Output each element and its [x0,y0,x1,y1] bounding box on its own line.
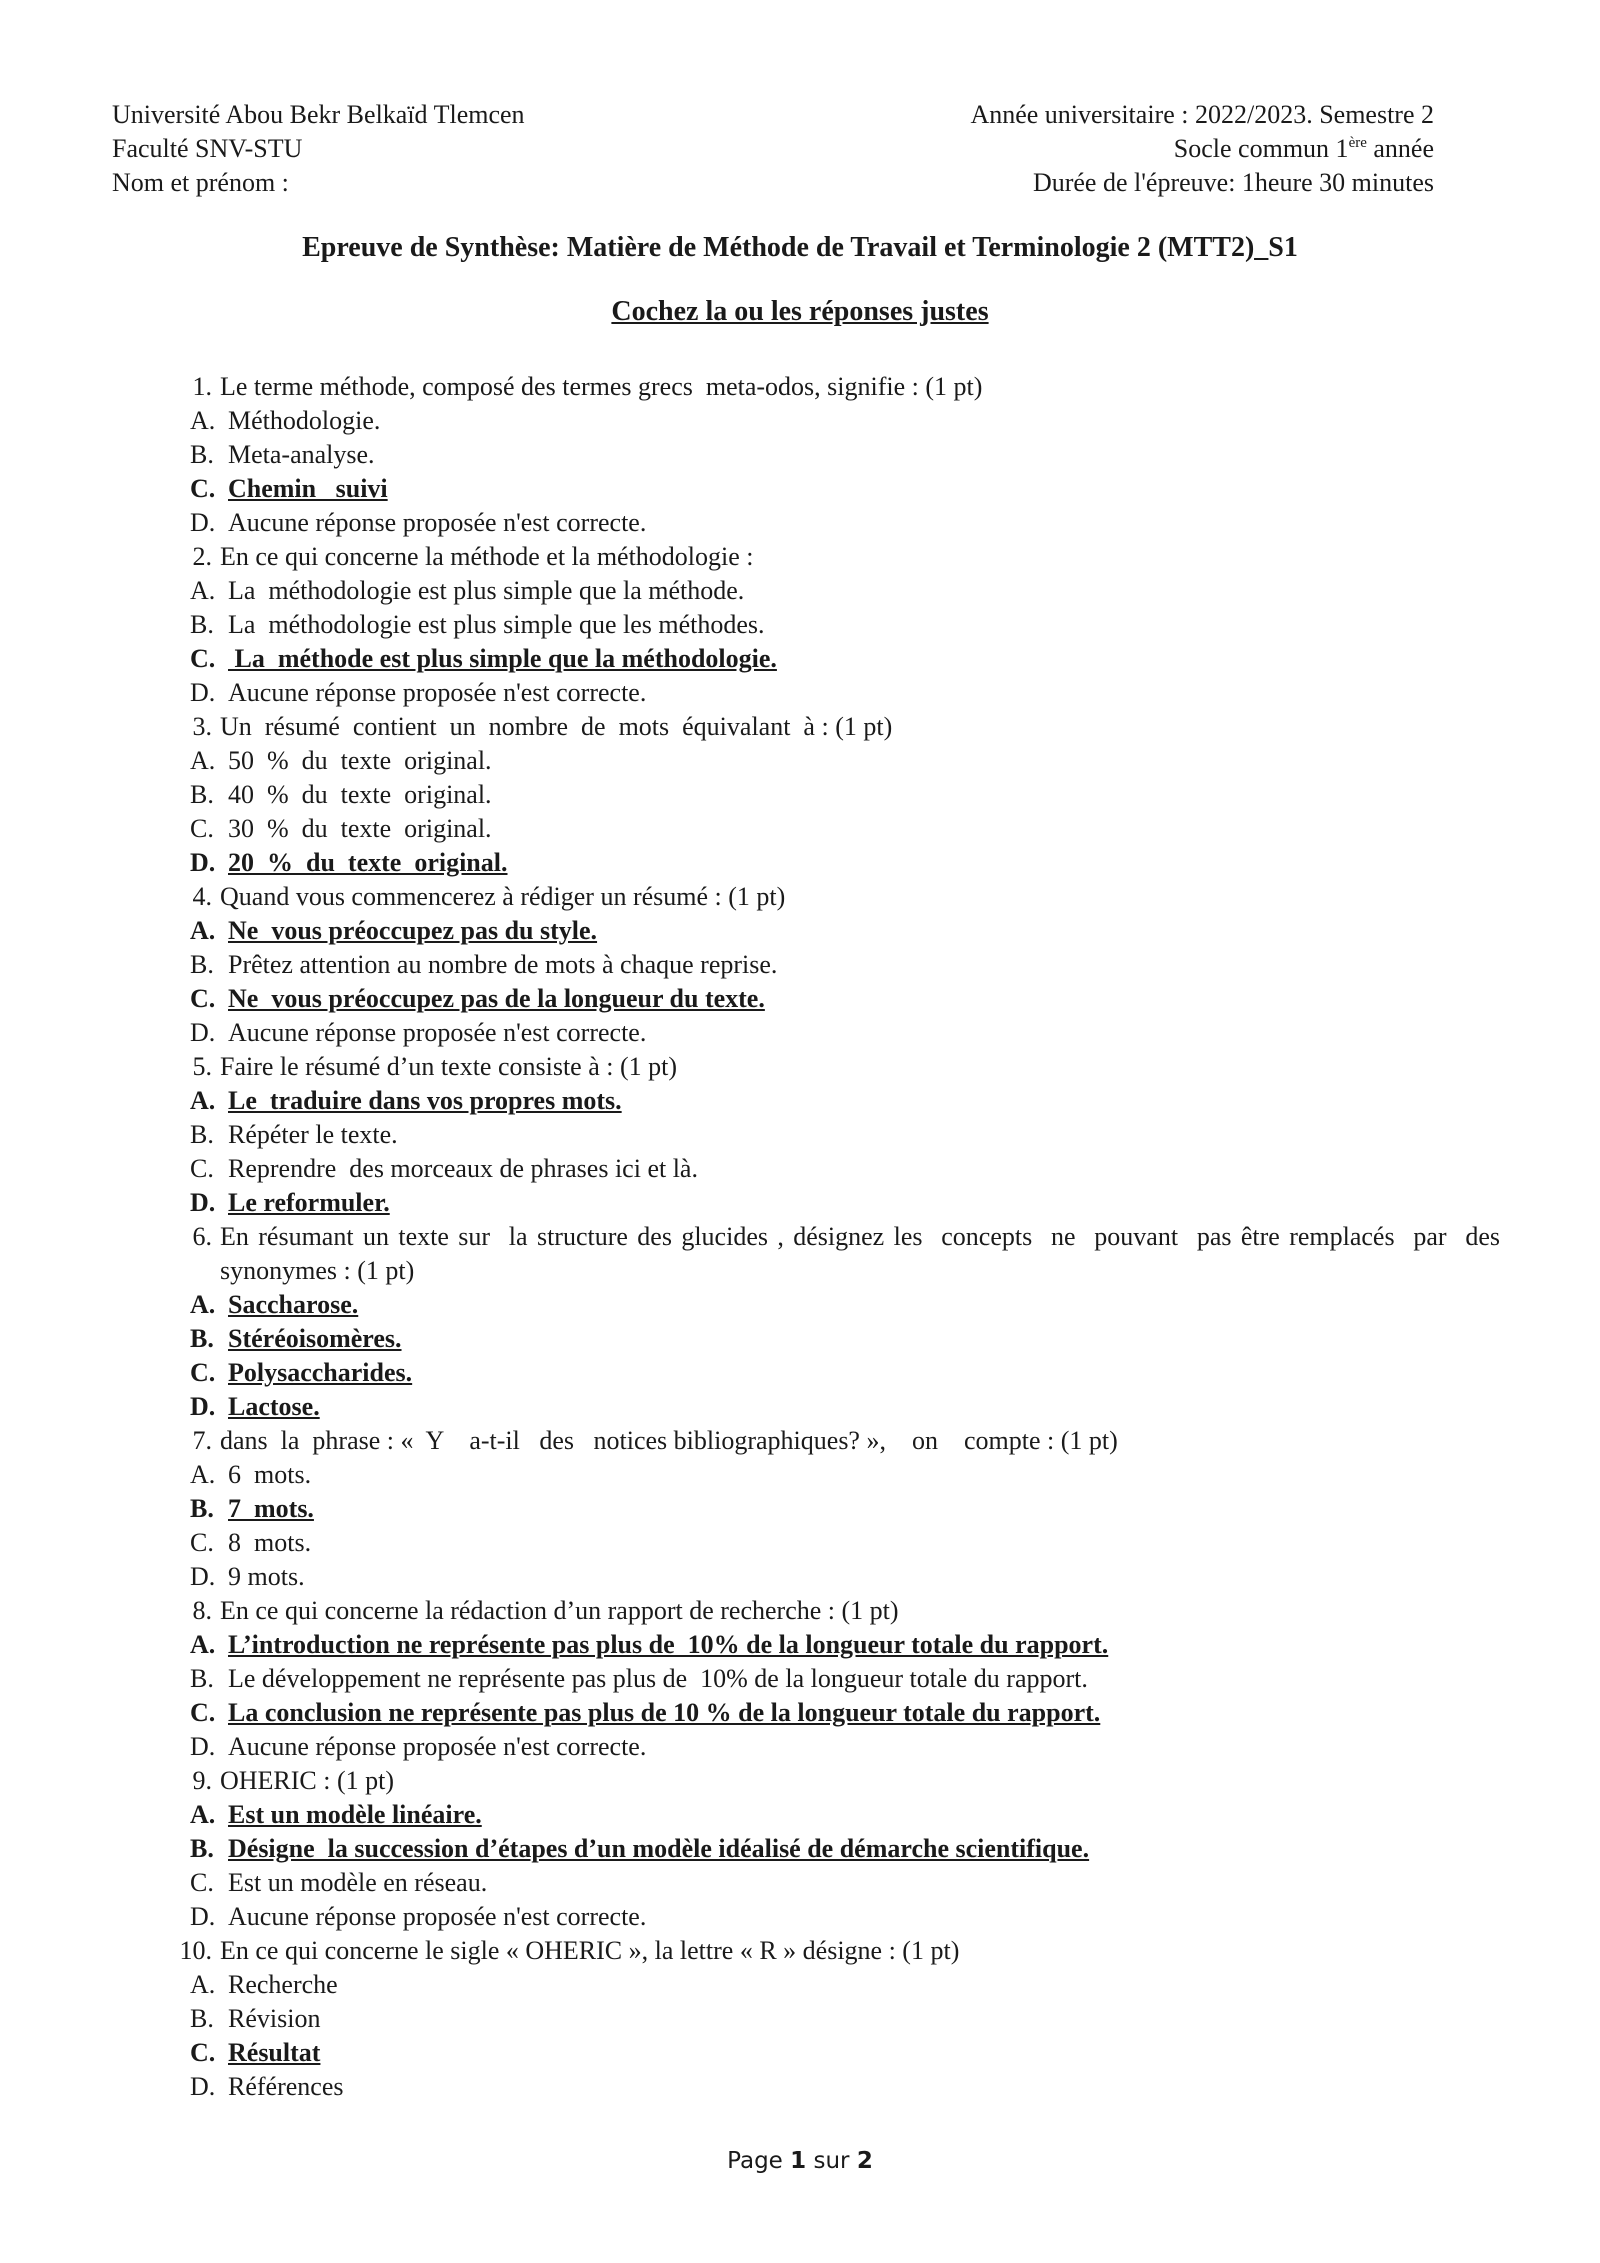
answer-option-d[interactable] [160,846,1500,880]
question-number: 8. [192,1596,212,1625]
option-text: 30 % du texte original. [228,814,492,843]
option-text-correct: L’introduction ne représente pas plus de 10% de la longueur totale du rapport. [228,1630,1109,1659]
answer-option-a[interactable] [160,1458,1500,1492]
question-stem [160,1424,1500,1458]
option-letter: A. [190,1800,216,1829]
option-text-correct: Polysaccharides. [228,1358,413,1387]
question-number: 10. [179,1936,212,1965]
option-letter: C. [190,984,216,1013]
question-4 [160,880,1500,1050]
option-text: 8 mots. [228,1528,312,1557]
question-text: En résumant un texte sur la structure des glucides , désignez les concepts ne pouvant pas être remplacés par des synonymes : (1 pt) [220,1222,1507,1285]
option-text-correct: La méthode est plus simple que la méthodologie. [228,644,777,673]
option-letter: B. [190,1120,214,1149]
answer-option-c[interactable] [160,2036,1500,2070]
option-letter: D. [190,1732,216,1761]
option-letter: B. [190,1834,214,1863]
answer-option-a[interactable] [160,404,1500,438]
answer-option-c[interactable] [160,1526,1500,1560]
option-letter: C. [190,1154,214,1183]
question-number: 9. [192,1766,212,1795]
option-text-correct: Saccharose. [228,1290,359,1319]
question-number: 6. [192,1222,212,1251]
option-letter: B. [190,610,214,639]
option-letter: A. [190,1630,216,1659]
option-letter: A. [190,1290,216,1319]
answer-option-d[interactable] [160,1730,1500,1764]
option-text: Aucune réponse proposée n'est correcte. [228,1732,647,1761]
question-list [160,370,1507,2104]
option-letter: B. [190,1494,214,1523]
question-text: Quand vous commencerez à rédiger un résumé : (1 pt) [220,882,786,911]
question-9 [160,1764,1500,1934]
option-letter: A. [190,1460,216,1489]
answer-option-c[interactable] [160,1696,1500,1730]
option-text-correct: Le reformuler. [228,1188,390,1217]
option-text: Reprendre des morceaux de phrases ici et là. [228,1154,698,1183]
option-letter: B. [190,2004,214,2033]
option-letter: C. [190,474,216,503]
question-7 [160,1424,1500,1594]
option-text-correct: Ne vous préoccupez pas de la longueur du texte. [228,984,765,1013]
answer-option-d[interactable] [160,1390,1500,1424]
answer-option-b[interactable] [160,1118,1500,1152]
option-letter: A. [190,916,216,945]
answer-option-c[interactable] [160,472,1500,506]
answer-option-a[interactable] [160,574,1500,608]
option-letter: B. [190,1324,214,1353]
option-letter: A. [190,1970,216,1999]
option-text-correct: La conclusion ne représente pas plus de 10 % de la longueur totale du rapport. [228,1698,1101,1727]
option-text: Recherche [228,1970,338,1999]
answer-option-a[interactable] [160,914,1500,948]
option-letter: B. [190,1664,214,1693]
option-letter: A. [190,746,216,775]
answer-option-a[interactable] [160,744,1500,778]
option-letter: B. [190,950,214,979]
option-text-correct: 20 % du texte original. [228,848,508,877]
header-right [970,98,1434,200]
answer-option-b[interactable] [160,1322,1500,1356]
option-letter: C. [190,644,216,673]
answer-option-c[interactable] [160,1356,1500,1390]
option-letter: D. [190,1392,216,1421]
option-letter: A. [190,576,216,605]
answer-option-c[interactable] [160,982,1500,1016]
option-text: Aucune réponse proposée n'est correcte. [228,678,647,707]
page-footer: Page 1 sur 2 [727,2148,873,2174]
question-1 [160,370,1500,540]
option-letter: C. [190,1358,216,1387]
question-5 [160,1050,1500,1220]
question-stem [160,1594,1500,1628]
question-stem [160,710,1500,744]
option-text: Est un modèle en réseau. [228,1868,488,1897]
option-text: Aucune réponse proposée n'est correcte. [228,1018,647,1047]
question-text: dans la phrase : « Y a-t-il des notices bibliographiques? », on compte : (1 pt) [220,1426,1118,1455]
answer-option-d[interactable] [160,1900,1500,1934]
question-2 [160,540,1500,710]
question-number: 5. [192,1052,212,1081]
answer-option-a[interactable] [160,1798,1500,1832]
answer-option-b[interactable] [160,438,1500,472]
question-10 [160,1934,1500,2104]
option-letter: B. [190,780,214,809]
answer-option-c[interactable] [160,1152,1500,1186]
option-text-correct: Résultat [228,2038,321,2067]
option-text-correct: Stéréoisomères. [228,1324,402,1353]
option-letter: C. [190,814,214,843]
question-text: Faire le résumé d’un texte consiste à : (1 pt) [220,1052,678,1081]
exam-title: Epreuve de Synthèse: Matière de Méthode de Travail et Terminologie 2 (MTT2)_S1 [302,232,1298,263]
answer-option-a[interactable] [160,1968,1500,2002]
question-stem [160,370,1500,404]
option-text: Le développement ne représente pas plus de 10% de la longueur totale du rapport. [228,1664,1088,1693]
option-letter: D. [190,678,216,707]
answer-option-b[interactable] [160,1662,1500,1696]
question-3 [160,710,1500,880]
answer-option-a[interactable] [160,1628,1500,1662]
option-letter: C. [190,2038,216,2067]
option-letter: D. [190,1018,216,1047]
option-letter: D. [190,1902,216,1931]
option-letter: A. [190,406,216,435]
answer-option-b[interactable] [160,1492,1500,1526]
option-text: Méthodologie. [228,406,381,435]
faculty-name: Faculté SNV-STU [112,134,303,163]
option-text-correct: Ne vous préoccupez pas du style. [228,916,598,945]
option-text: 50 % du texte original. [228,746,492,775]
answer-option-d[interactable] [160,1560,1500,1594]
option-letter: A. [190,1086,216,1115]
answer-option-d[interactable] [160,2070,1500,2104]
answer-option-c[interactable] [160,1866,1500,1900]
option-text: 40 % du texte original. [228,780,492,809]
option-letter: D. [190,1188,216,1217]
question-number: 4. [192,882,212,911]
option-text-correct: Le traduire dans vos propres mots. [228,1086,622,1115]
option-text: La méthodologie est plus simple que les méthodes. [228,610,765,639]
option-text: Meta-analyse. [228,440,375,469]
exam-duration: Durée de l'épreuve: 1heure 30 minutes [1032,168,1434,197]
question-stem [160,1764,1500,1798]
option-text: Aucune réponse proposée n'est correcte. [228,1902,647,1931]
answer-option-c[interactable] [160,642,1500,676]
question-number: 2. [192,542,212,571]
option-text: Aucune réponse proposée n'est correcte. [228,508,647,537]
option-text: 6 mots. [228,1460,312,1489]
question-number: 1. [192,372,212,401]
question-stem [160,1050,1500,1084]
question-stem [160,1220,1507,1288]
answer-option-d[interactable] [160,676,1500,710]
option-letter: C. [190,1698,216,1727]
question-6 [160,1220,1507,1424]
answer-option-b[interactable] [160,1832,1500,1866]
option-letter: D. [190,2072,216,2101]
exam-instruction: Cochez la ou les réponses justes [611,296,989,327]
question-text: En ce qui concerne la méthode et la méthodologie : [220,542,754,571]
option-text: La méthodologie est plus simple que la méthode. [228,576,745,605]
question-text: Le terme méthode, composé des termes grecs meta-odos, signifie : (1 pt) [220,372,983,401]
common-core: Socle commun 1ère année [1173,134,1434,163]
option-text-correct: Lactose. [228,1392,320,1421]
question-number: 3. [192,712,212,741]
answer-option-b[interactable] [160,2002,1500,2036]
option-letter: C. [190,1528,214,1557]
answer-option-b[interactable] [160,948,1500,982]
answer-option-b[interactable] [160,608,1500,642]
option-text-correct: 7 mots. [228,1494,314,1523]
answer-option-b[interactable] [160,778,1500,812]
question-text: OHERIC : (1 pt) [220,1766,395,1795]
answer-option-a[interactable] [160,1084,1500,1118]
option-text: Références [228,2072,344,2101]
question-text: En ce qui concerne le sigle « OHERIC », la lettre « R » désigne : (1 pt) [220,1936,960,1965]
option-text-correct: Désigne la succession d’étapes d’un modèle idéalisé de démarche scientifique. [228,1834,1090,1863]
academic-year: Année universitaire : 2022/2023. Semestre 2 [970,100,1434,129]
answer-option-d[interactable] [160,1186,1500,1220]
option-text-correct: Chemin suivi [228,474,388,503]
option-letter: D. [190,848,216,877]
answer-option-a[interactable] [160,1288,1500,1322]
option-text: Révision [228,2004,321,2033]
option-letter: C. [190,1868,214,1897]
question-stem [160,540,1500,574]
option-letter: D. [190,508,216,537]
option-text-correct: Est un modèle linéaire. [228,1800,482,1829]
option-text: Prêtez attention au nombre de mots à chaque reprise. [228,950,778,979]
answer-option-c[interactable] [160,812,1500,846]
question-stem [160,1934,1500,1968]
name-field-label: Nom et prénom : [112,168,289,197]
university-name: Université Abou Bekr Belkaïd Tlemcen [112,100,525,129]
question-text: En ce qui concerne la rédaction d’un rapport de recherche : (1 pt) [220,1596,899,1625]
option-letter: D. [190,1562,216,1591]
option-text: Répéter le texte. [228,1120,398,1149]
question-stem [160,880,1500,914]
header-left [112,98,525,200]
question-text: Un résumé contient un nombre de mots équivalant à : (1 pt) [220,712,893,741]
question-8 [160,1594,1500,1764]
question-number: 7. [192,1426,212,1455]
option-letter: B. [190,440,214,469]
option-text: 9 mots. [228,1562,305,1591]
answer-option-d[interactable] [160,506,1500,540]
answer-option-d[interactable] [160,1016,1500,1050]
